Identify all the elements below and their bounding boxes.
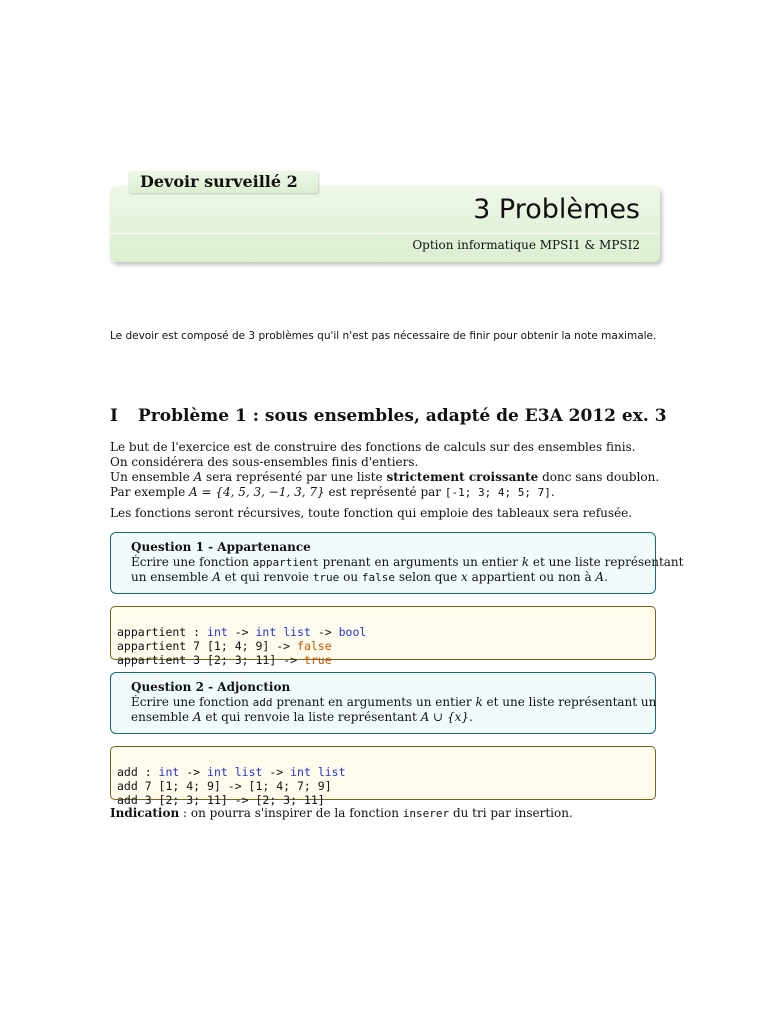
paragraph-1 xyxy=(110,440,670,500)
inline-code: add xyxy=(252,696,273,709)
code-literal: false xyxy=(297,639,332,653)
question-2-box xyxy=(110,672,656,734)
indication-text xyxy=(110,806,670,820)
code-text: appartient : xyxy=(117,625,208,639)
code-text: -> xyxy=(310,625,339,639)
inline-code: [-1; 3; 4; 5; 7] xyxy=(444,486,551,499)
code-keyword: int list xyxy=(255,625,311,639)
text: sera représenté par une liste xyxy=(202,470,387,484)
code-block-2 xyxy=(110,746,656,807)
code-text: appartient 7 [1; 4; 9] -> xyxy=(117,639,298,653)
text: ensemble xyxy=(131,710,193,724)
text: prenant en arguments un entier xyxy=(272,695,476,709)
math-var: k xyxy=(475,695,483,709)
text: prenant en arguments un entier xyxy=(318,555,522,569)
text: Par exemple xyxy=(110,485,190,499)
section-title-text: Problème 1 : sous ensembles, adapté de E3A 2012 ex. 3 xyxy=(138,406,667,426)
code-keyword: int list xyxy=(290,765,346,779)
text: et une liste représentant xyxy=(529,555,684,569)
question-1-title: Question 1 - Appartenance xyxy=(131,540,311,554)
question-2-text xyxy=(131,695,657,710)
section-number: I xyxy=(110,406,118,426)
code-line xyxy=(117,653,649,667)
math-var: A xyxy=(193,470,203,484)
code-keyword: int list xyxy=(207,765,263,779)
text: Un ensemble xyxy=(110,470,194,484)
code-line xyxy=(117,639,649,653)
code-text: -> xyxy=(262,765,291,779)
code-text: -> xyxy=(179,765,208,779)
code-text: -> xyxy=(227,625,256,639)
text: du tri par insertion. xyxy=(449,806,573,820)
intro-text: Le devoir est composé de 3 problèmes qu'il n'est pas nécessaire de finir pour obtenir la note maximale. xyxy=(110,330,657,342)
inline-code: appartient xyxy=(252,556,319,569)
code-line: add 3 [2; 3; 11] -> [2; 3; 11] xyxy=(117,793,325,807)
math-var: A xyxy=(192,710,202,724)
text: . xyxy=(604,570,608,584)
header-tag: Devoir surveillé 2 xyxy=(128,171,318,193)
text: et une liste représentant un xyxy=(482,695,657,709)
question-1-box xyxy=(110,532,684,594)
text: selon que xyxy=(395,570,462,584)
math-expr: A = {4, 5, 3, −1, 3, 7} xyxy=(189,485,325,499)
code-text: appartient 3 [2; 3; 11] -> xyxy=(117,653,304,667)
question-1-text xyxy=(131,555,684,570)
paragraph-line: On considérera des sous-ensembles finis d'entiers. xyxy=(110,455,419,469)
text: . xyxy=(550,485,555,499)
paragraph-2: Les fonctions seront récursives, toute fonction qui emploie des tableaux sera refusée. xyxy=(110,506,633,520)
code-text: add : xyxy=(117,765,159,779)
text: et qui renvoie la liste représentant xyxy=(201,710,421,724)
paragraph-line xyxy=(110,470,670,485)
text: . xyxy=(468,710,473,724)
code-line xyxy=(117,625,649,639)
code-keyword: int xyxy=(207,625,228,639)
question-2-title: Question 2 - Adjonction xyxy=(131,680,291,694)
code-literal: true xyxy=(303,653,332,667)
text: est représenté par xyxy=(324,485,445,499)
code-keyword: bool xyxy=(338,625,367,639)
code-line xyxy=(117,765,649,779)
math-var: A xyxy=(595,570,605,584)
text: Écrire une fonction xyxy=(131,695,253,709)
text: Écrire une fonction xyxy=(131,555,253,569)
paragraph-line xyxy=(110,485,670,500)
bold-text: strictement croissante xyxy=(386,470,539,484)
text: un ensemble xyxy=(131,570,213,584)
header-subtitle: Option informatique MPSI1 & MPSI2 xyxy=(412,238,640,252)
header-divider xyxy=(110,233,660,234)
math-expr: A ∪ {x} xyxy=(420,710,469,724)
paragraph-line: Le but de l'exercice est de construire des fonctions de calculs sur des ensembles finis. xyxy=(110,440,636,454)
inline-code: false xyxy=(361,571,396,584)
text: et qui renvoie xyxy=(220,570,313,584)
math-var: x xyxy=(461,570,468,584)
math-var: A xyxy=(212,570,221,584)
code-keyword: int xyxy=(158,765,180,779)
page-title: 3 Problèmes xyxy=(473,194,640,225)
code-block-1 xyxy=(110,606,656,667)
section-heading xyxy=(110,406,670,426)
text: appartient ou non à xyxy=(467,570,596,584)
math-var: k xyxy=(521,555,530,569)
text: donc sans doublon. xyxy=(538,470,660,484)
text: ou xyxy=(339,570,362,584)
indication-label: Indication xyxy=(110,806,180,820)
text: : on pourra s'inspirer de la fonction xyxy=(179,806,403,820)
inline-code: true xyxy=(312,571,340,584)
inline-code: inserer xyxy=(402,807,450,820)
code-line: add 7 [1; 4; 9] -> [1; 4; 7; 9] xyxy=(117,779,332,793)
question-2-text xyxy=(131,710,637,725)
question-1-text xyxy=(131,570,637,585)
header-banner xyxy=(110,186,660,262)
